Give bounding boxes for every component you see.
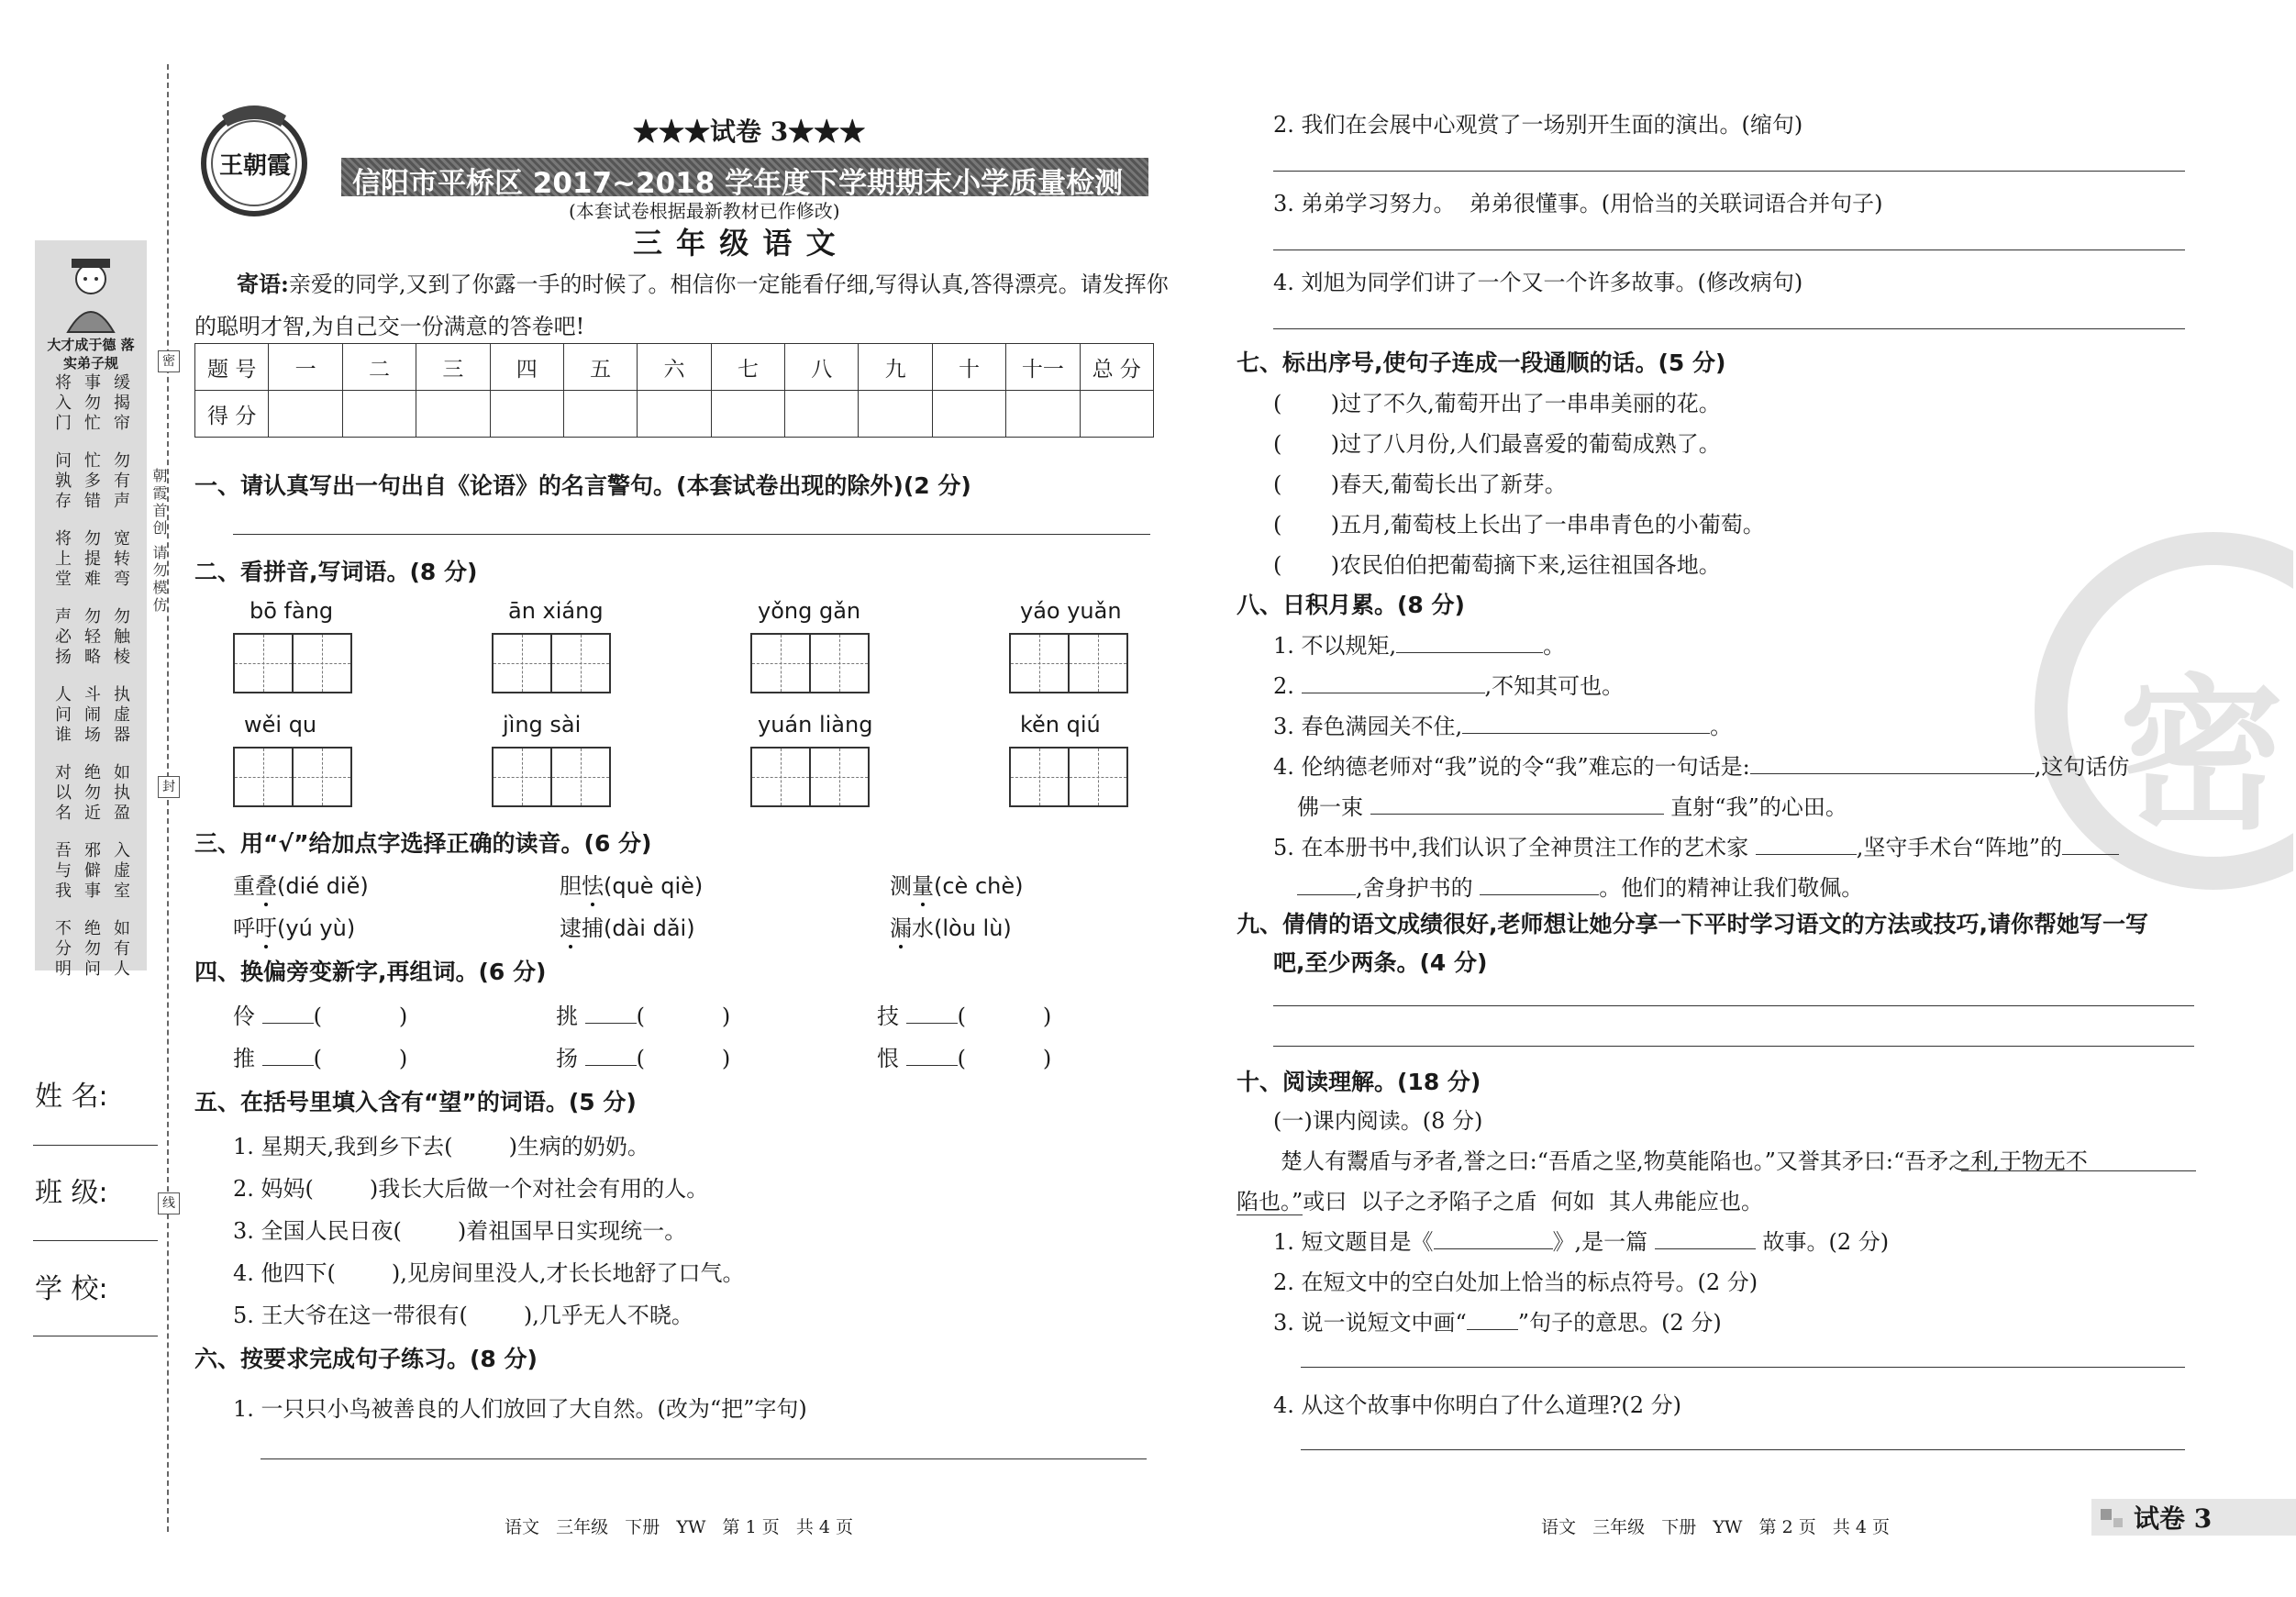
s5-text: )生病的奶奶。: [508, 1134, 649, 1159]
s6-item-2: 2. 我们在会展中心观赏了一场别开生面的演出。(缩句): [1273, 112, 1803, 138]
margin-column-text: 绝勿问: [82, 919, 101, 980]
margin-column-group: [51, 607, 130, 668]
margin-column-text: 人问谁: [52, 685, 72, 746]
s8-text: 4. 伦纳德老师对“我”说的令“我”难忘的一句话是:: [1273, 754, 1750, 780]
s5-item-3[interactable]: [233, 1213, 686, 1245]
margin-column-text: 将上堂: [52, 529, 72, 590]
score-cell[interactable]: [711, 391, 784, 438]
exam-title: 信阳市平桥区 2017~2018 学年度下学期期末小学质量检测试卷: [352, 167, 1124, 241]
s5-text: 1. 星期天,我到乡下去(: [233, 1134, 453, 1159]
score-cell[interactable]: [859, 391, 932, 438]
pinyin-3: yǒng gǎn: [758, 598, 861, 624]
s5-text: 2. 妈妈(: [233, 1176, 314, 1202]
s6-title: 六、按要求完成句子练习。(8 分): [194, 1346, 538, 1372]
pinyin-8: kěn qiú: [1020, 712, 1101, 738]
score-header-cell: 八: [785, 344, 859, 391]
s6-item-4: 4. 刘旭为同学们讲了一个又一个许多故事。(修改病句): [1273, 270, 1803, 295]
s7-text: 过了八月份,人们最喜爱的葡萄成熟了。: [1339, 431, 1721, 457]
s10-q4-line[interactable]: [1301, 1449, 2185, 1450]
logo-text: 王朝霞: [218, 152, 291, 180]
passage-underline-1: [1961, 1170, 2196, 1171]
s6-line-2[interactable]: [1273, 171, 2185, 172]
score-header-cell: 题 号: [195, 344, 269, 391]
s9-line-1[interactable]: [1273, 1005, 2194, 1006]
s3-char: 测: [890, 873, 912, 899]
s8-text: 直射“我”的心田。: [1670, 794, 1847, 820]
subject-title: 三 年 级 语 文: [633, 226, 837, 261]
s10-q4: 4. 从这个故事中你明白了什么道理?(2 分): [1273, 1392, 1682, 1418]
score-cell[interactable]: [638, 391, 711, 438]
s10-q2: 2. 在短文中的空白处加上恰当的标点符号。(2 分): [1273, 1270, 1758, 1295]
s6-line-1[interactable]: [261, 1458, 1147, 1459]
pinyin-1: bō fàng: [250, 598, 334, 624]
pinyin-4: yáo yuǎn: [1020, 598, 1122, 624]
logo: [194, 99, 314, 218]
pinyin-2: ān xiáng: [508, 598, 604, 624]
name-line[interactable]: [33, 1145, 158, 1146]
s7-item-4[interactable]: ( )五月,葡萄枝上长出了一串串青色的小葡萄。: [1273, 512, 1765, 538]
seal-mark-feng: 封: [158, 776, 180, 798]
s4-char: 扬: [556, 1046, 578, 1071]
footer-square-icon: [2101, 1509, 2112, 1520]
tianzige-4[interactable]: [1009, 633, 1128, 693]
s7-item-3[interactable]: ( )春天,葡萄长出了新芽。: [1273, 471, 1567, 497]
s3-item-1[interactable]: [233, 868, 369, 900]
margin-strip: [35, 240, 147, 980]
score-header-cell: 一: [269, 344, 342, 391]
s3-item-4[interactable]: [233, 910, 355, 942]
s8-item-3[interactable]: [1273, 708, 1732, 740]
s10-subtitle: (一)课内阅读。(8 分): [1273, 1108, 1483, 1134]
footer-left: 语文 三年级 下册 YW 第 1 页 共 4 页: [505, 1517, 854, 1537]
s6-item-3: 3. 弟弟学习努力。 弟弟很懂事。(用恰当的关联词语合并句子): [1273, 191, 1883, 216]
dotted-char: 漏: [890, 915, 912, 941]
s5-item-5[interactable]: [233, 1297, 693, 1329]
margin-column-group: [51, 763, 130, 824]
s8-item-1[interactable]: [1273, 627, 1565, 660]
tianzige-8[interactable]: [1009, 747, 1128, 807]
margin-column-text: 邪僻事: [82, 841, 101, 902]
s10-text: ”句子的意思。(2 分): [1517, 1310, 1722, 1336]
s8-text: 1. 不以规矩,: [1273, 633, 1397, 659]
s7-text: 农民伯伯把葡萄摘下来,运往祖国各地。: [1339, 552, 1721, 578]
s3-item-2[interactable]: [560, 868, 703, 900]
s4-item-3[interactable]: 技 ( ): [877, 1004, 1052, 1029]
score-header-cell: 四: [490, 344, 563, 391]
tianzige-3[interactable]: [750, 633, 870, 693]
class-label: 班 级:: [35, 1177, 108, 1209]
margin-column-text: 将入门: [52, 373, 72, 434]
s3-char: 胆: [560, 873, 582, 899]
score-header-cell: 总 分: [1080, 344, 1154, 391]
score-cell[interactable]: [269, 391, 342, 438]
s4-char: 伶: [233, 1004, 255, 1029]
s5-item-2[interactable]: [233, 1170, 708, 1203]
margin-column-text: 缓揭帘: [111, 373, 130, 434]
s8-item-2[interactable]: [1273, 668, 1624, 700]
motto: 大才成于德 落实弟子规: [47, 337, 135, 372]
s7-item-2[interactable]: ( )过了八月份,人们最喜爱的葡萄成熟了。: [1273, 431, 1721, 457]
s5-text: 5. 王大爷在这一带很有(: [233, 1303, 468, 1328]
pinyin-7: yuán liàng: [758, 712, 873, 738]
score-table: [194, 343, 1154, 438]
s6-item-1: 1. 一只只小鸟被善良的人们放回了大自然。(改为“把”字句): [233, 1396, 807, 1422]
score-header-cell: 十: [932, 344, 1005, 391]
s8-text: 。: [1543, 633, 1566, 659]
s8-text: 。他们的精神让我们敬佩。: [1599, 875, 1864, 901]
s8-text: ,舍身护书的: [1356, 875, 1473, 901]
s7-title: 七、标出序号,使句子连成一段通顺的话。(5 分): [1237, 349, 1726, 376]
s6-line-4[interactable]: [1273, 328, 2185, 329]
s5-text: ),见房间里没人,才长长地舒了口气。: [391, 1260, 745, 1286]
margin-column-text: 如执盈: [111, 763, 130, 824]
s4-item-1[interactable]: 伶 ( ): [233, 1004, 408, 1029]
edition-note: (本套试卷根据最新教材已作修改): [569, 200, 840, 222]
pinyin-5: wěi qu: [244, 712, 317, 738]
stamp-glyph: 密: [2119, 659, 2285, 852]
name-label: 姓 名:: [35, 1081, 108, 1113]
di-zi-gui-columns: [35, 369, 147, 993]
dotted-char: 叠: [255, 873, 277, 899]
score-cell[interactable]: [932, 391, 1005, 438]
message-label: 寄语:: [237, 271, 289, 297]
margin-column-text: 对以名: [52, 763, 72, 824]
tianzige-7[interactable]: [750, 747, 870, 807]
s10-title: 十、阅读理解。(18 分): [1237, 1069, 1481, 1095]
margin-column-group: [51, 373, 130, 434]
passage-underlined: 陷也。”: [1237, 1189, 1303, 1214]
s8-item-5-cont[interactable]: [1297, 870, 1863, 902]
scholar-figure: [51, 251, 130, 334]
s1-answer-line[interactable]: [233, 534, 1150, 535]
score-cell[interactable]: [785, 391, 859, 438]
class-line[interactable]: [33, 1240, 158, 1241]
s4-title: 四、换偏旁变新字,再组词。(6 分): [194, 959, 547, 985]
margin-column-group: [51, 685, 130, 746]
s10-q3[interactable]: [1273, 1304, 1722, 1336]
margin-column-text: 忙多错: [82, 451, 101, 512]
s4-item-6[interactable]: 恨 ( ): [877, 1046, 1052, 1071]
s8-text: 5. 在本册书中,我们认识了全神贯注工作的艺术家: [1273, 835, 1749, 860]
dotted-char: 吁: [255, 915, 277, 941]
score-header-cell: 五: [563, 344, 637, 391]
message-line-1: [237, 266, 1169, 298]
margin-column-text: 如有人: [111, 919, 130, 980]
s3-char: 捕: [582, 915, 604, 941]
margin-column-text: 勿触棱: [111, 607, 130, 668]
s7-text: 五月,葡萄枝上长出了一串串青色的小葡萄。: [1339, 512, 1765, 538]
s3-item-6[interactable]: [890, 910, 1012, 942]
score-cell[interactable]: [563, 391, 637, 438]
s4-char: 推: [233, 1046, 255, 1071]
s4-char: 挑: [556, 1004, 578, 1029]
s8-text: 2.: [1273, 673, 1294, 699]
seal-mark-xian: 线: [158, 1192, 180, 1214]
margin-column-group: [51, 919, 130, 980]
s9-title-1: 九、倩倩的语文成绩很好,老师想让她分享一下平时学习语文的方法或技巧,请你帮她写一写: [1237, 911, 2148, 937]
paper-tag: ★★★试卷 3★★★: [633, 116, 866, 147]
score-cell[interactable]: [1080, 391, 1154, 438]
side-note: 朝霞首创 请勿模仿: [150, 468, 168, 616]
s7-item-1[interactable]: ( )过了不久,葡萄开出了一串串美丽的花。: [1273, 391, 1721, 416]
score-header-cell: 三: [416, 344, 490, 391]
s9-title-2: 吧,至少两条。(4 分): [1273, 949, 1488, 976]
s3-title: 三、用“√”给加点字选择正确的读音。(6 分): [194, 830, 652, 857]
s3-char: 呼: [233, 915, 255, 941]
s3-pinyin-options: (què qiè): [604, 873, 704, 899]
dotted-char: 量: [912, 873, 934, 899]
school-label: 学 校:: [35, 1273, 108, 1305]
s5-text: ),几乎无人不晓。: [523, 1303, 693, 1328]
s1-title: 一、请认真写出一句出自《论语》的名言警句。(本套试卷出现的除外)(2 分): [194, 472, 971, 499]
s8-item-4-cont[interactable]: [1297, 789, 1847, 821]
passage-line-2: [1237, 1183, 1763, 1215]
score-cell[interactable]: [416, 391, 490, 438]
s5-text: )我长大后做一个对社会有用的人。: [369, 1176, 709, 1202]
passage-line-1: 楚人有鬻盾与矛者,誉之曰:“吾盾之坚,物莫能陷也。”又誉其矛曰:“吾矛之利,于物无不: [1281, 1148, 2088, 1174]
score-row-label: 得 分: [195, 391, 269, 438]
margin-column-group: [51, 841, 130, 902]
tianzige-1[interactable]: [233, 633, 352, 693]
margin-column-text: 勿有声: [111, 451, 130, 512]
margin-column-text: 执虚器: [111, 685, 130, 746]
s8-text: ,坚守手术台“阵地”的: [1856, 835, 2062, 860]
margin-column-text: 问孰存: [52, 451, 72, 512]
s5-text: 3. 全国人民日夜(: [233, 1218, 402, 1244]
s10-text: 3. 说一说短文中画“: [1273, 1310, 1467, 1336]
s10-text: 故事。(2 分): [1762, 1229, 1890, 1255]
s5-item-1[interactable]: [233, 1128, 649, 1160]
score-cell[interactable]: [1006, 391, 1080, 438]
dotted-char: 逮: [560, 915, 582, 941]
message-line-2: 的聪明才智,为自己交一份满意的答卷吧!: [194, 314, 585, 339]
s3-pinyin-options: (dié diě): [277, 873, 369, 899]
score-cell[interactable]: [490, 391, 563, 438]
s5-title: 五、在括号里填入含有“望”的词语。(5 分): [194, 1089, 637, 1115]
s8-item-5[interactable]: [1273, 829, 2119, 861]
s8-text: ,这句话仿: [2034, 754, 2130, 780]
s4-item-2[interactable]: 挑 ( ): [556, 1004, 731, 1029]
margin-column-text: 不分明: [52, 919, 72, 980]
s7-text: 春天,葡萄长出了新芽。: [1339, 471, 1567, 497]
s3-pinyin-options: (dài dǎi): [604, 915, 695, 941]
s7-text: 过了不久,葡萄开出了一串串美丽的花。: [1339, 391, 1721, 416]
s8-text: 3. 春色满园关不住,: [1273, 714, 1463, 739]
s4-char: 技: [877, 1004, 899, 1029]
footer-paper-tag: 试卷 3: [2134, 1503, 2213, 1534]
margin-column-text: 斗闹场: [82, 685, 101, 746]
margin-column-group: [51, 451, 130, 512]
margin-column-text: 勿提难: [82, 529, 101, 590]
s4-item-5[interactable]: 扬 ( ): [556, 1046, 731, 1071]
pinyin-6: jìng sài: [503, 712, 582, 738]
score-cell[interactable]: [342, 391, 416, 438]
tianzige-5[interactable]: [233, 747, 352, 807]
s5-text: )着祖国早日实现统一。: [457, 1218, 687, 1244]
footer-right: 语文 三年级 下册 YW 第 2 页 共 4 页: [1541, 1517, 1891, 1537]
s3-item-3[interactable]: [890, 868, 1024, 900]
s8-item-4[interactable]: [1273, 749, 2129, 781]
score-value-row: [195, 391, 1154, 438]
score-header-cell: 七: [711, 344, 784, 391]
score-header-cell: 九: [859, 344, 932, 391]
s3-pinyin-options: (cè chè): [934, 873, 1024, 899]
s8-text: 佛一束: [1297, 794, 1363, 820]
margin-column-text: 事勿忙: [82, 373, 101, 434]
seal-mark-mi: 密: [158, 350, 180, 372]
message-text-1: 亲爱的同学,又到了你露一手的时候了。相信你一定能看仔细,写得认真,答得漂亮。请发挥你: [288, 272, 1169, 297]
margin-column-text: 声必扬: [52, 607, 72, 668]
dotted-char: 怯: [582, 873, 604, 899]
s4-item-4[interactable]: 推 ( ): [233, 1046, 408, 1071]
margin-column-text: 勿轻略: [82, 607, 101, 668]
s10-text: 》,是一篇: [1552, 1229, 1648, 1255]
s3-char: 水: [912, 915, 934, 941]
s5-text: 4. 他四下(: [233, 1260, 336, 1286]
s8-text: 。: [1710, 714, 1733, 739]
s9-line-2[interactable]: [1273, 1046, 2194, 1047]
score-header-row: [195, 344, 1154, 391]
s10-text: 1. 短文题目是《: [1273, 1229, 1434, 1255]
s3-pinyin-options: (yú yù): [277, 915, 356, 941]
s3-pinyin-options: (lòu lù): [934, 915, 1012, 941]
tianzige-2[interactable]: [492, 633, 611, 693]
margin-column-group: [51, 529, 130, 590]
tianzige-6[interactable]: [492, 747, 611, 807]
s8-text: ,不知其可也。: [1484, 673, 1625, 699]
confidential-stamp: [2018, 514, 2293, 954]
s10-q1[interactable]: [1273, 1224, 1889, 1256]
s3-item-5[interactable]: [560, 910, 695, 942]
s4-char: 恨: [877, 1046, 899, 1071]
margin-column-text: 宽转弯: [111, 529, 130, 590]
s7-item-5[interactable]: ( )农民伯伯把葡萄摘下来,运往祖国各地。: [1273, 552, 1721, 578]
passage-text: 或曰 以子之矛陷子之盾 何如 其人弗能应也。: [1303, 1189, 1764, 1214]
margin-column-text: 绝勿近: [82, 763, 101, 824]
score-header-cell: 六: [638, 344, 711, 391]
s2-title: 二、看拼音,写词语。(8 分): [194, 559, 478, 585]
score-header-cell: 十一: [1006, 344, 1080, 391]
margin-column-text: 吾与我: [52, 841, 72, 902]
s3-char: 重: [233, 873, 255, 899]
s8-title: 八、日积月累。(8 分): [1237, 592, 1465, 618]
s10-q3-line[interactable]: [1301, 1367, 2185, 1368]
score-header-cell: 二: [342, 344, 416, 391]
margin-column-text: 入虚室: [111, 841, 130, 902]
binding-line: [167, 64, 169, 1532]
footer-square-icon: [2113, 1518, 2123, 1527]
s5-item-4[interactable]: [233, 1255, 745, 1287]
